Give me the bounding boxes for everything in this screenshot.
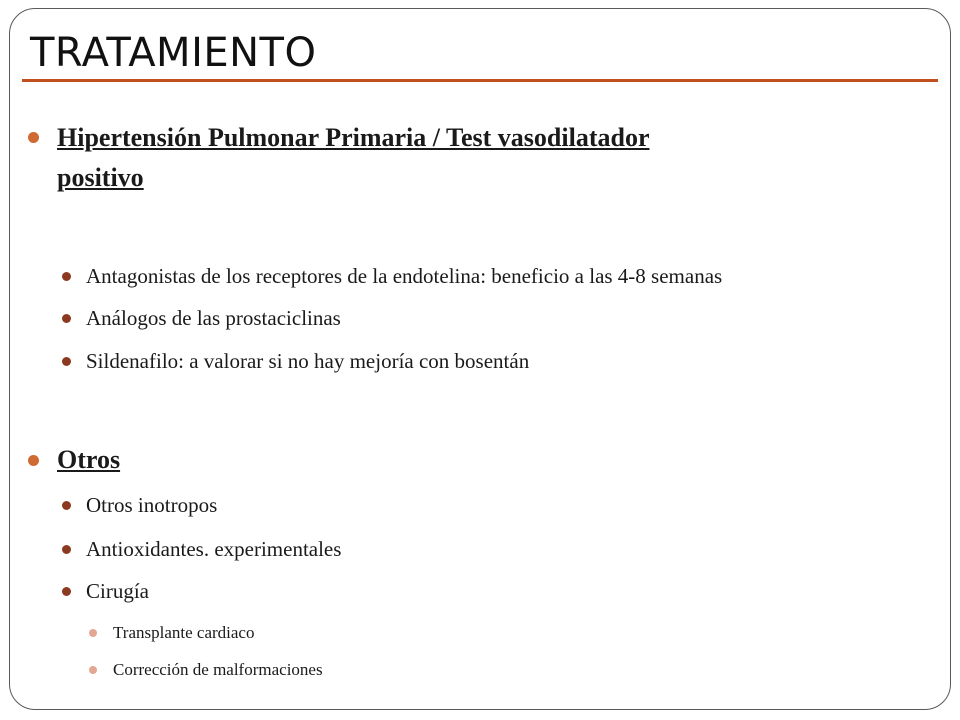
bullet-dot-icon [28, 132, 39, 143]
list-item: Cirugía [86, 579, 149, 603]
bullet-dot-icon [62, 314, 71, 323]
sub-list-item: Transplante cardiaco [113, 623, 255, 642]
list-item: Sildenafilo: a valorar si no hay mejoría con bosentán [86, 349, 530, 373]
sub-list-item: Corrección de malformaciones [113, 660, 323, 679]
bullet-dot-icon [28, 455, 39, 466]
section-heading-hipertension-line1: Hipertensión Pulmonar Primaria / Test vasodilatador [57, 123, 650, 152]
bullet-dot-icon [62, 357, 71, 366]
bullet-dot-icon [62, 501, 71, 510]
bullet-dot-icon [89, 666, 97, 674]
list-item: Antioxidantes. experimentales [86, 537, 342, 561]
bullet-dot-icon [89, 629, 97, 637]
title-underline-rule [22, 79, 938, 82]
bullet-dot-icon [62, 545, 71, 554]
bullet-dot-icon [62, 587, 71, 596]
list-item: Análogos de las prostaciclinas [86, 306, 341, 330]
section-heading-hipertension-line2: positivo [57, 163, 144, 192]
bullet-dot-icon [62, 272, 71, 281]
slide-title: TRATAMIENTO [30, 30, 317, 76]
section-heading-otros: Otros [57, 445, 121, 474]
list-item: Antagonistas de los receptores de la endotelina: beneficio a las 4-8 semanas [86, 264, 723, 288]
list-item: Otros inotropos [86, 493, 218, 517]
